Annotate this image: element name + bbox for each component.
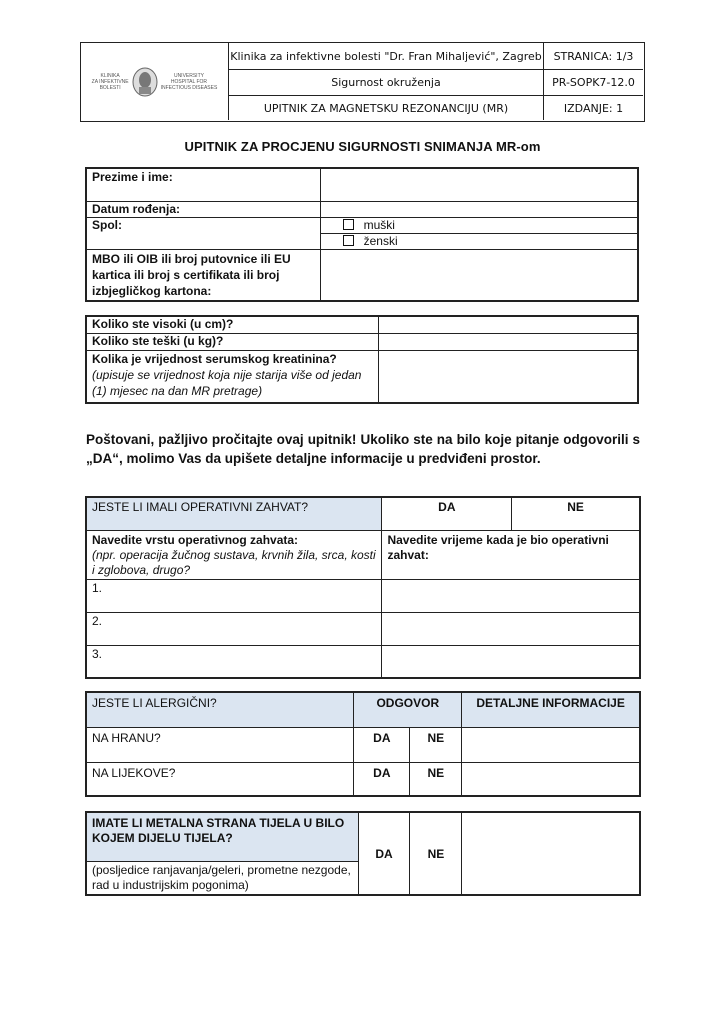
form-name: UPITNIK ZA MAGNETSKU REZONANCIJU (MR) xyxy=(229,96,544,120)
metal-objects-table xyxy=(86,812,640,895)
details-header: DETALJNE INFORMACIJE xyxy=(462,693,640,728)
metal-no-option[interactable]: NE xyxy=(410,813,462,895)
surgery-row-1-type[interactable] xyxy=(87,580,382,613)
surgery-question: JESTE LI IMALI OPERATIVNI ZAHVAT? xyxy=(87,498,382,531)
checkbox-icon[interactable] xyxy=(343,219,354,230)
id-field[interactable] xyxy=(320,250,637,301)
surgery-row-3-type[interactable] xyxy=(87,646,382,678)
metal-yes-option[interactable]: DA xyxy=(358,813,410,895)
allergy-drugs-details[interactable] xyxy=(462,763,640,796)
department-name: Sigurnost okruženja xyxy=(229,70,544,96)
surgery-type-header xyxy=(87,531,382,580)
surgery-time-label: Navedite vrijeme kada je bio operativni zahvat: xyxy=(382,531,640,580)
logo-line: INFECTIOUS DISEASES xyxy=(160,84,218,91)
sex-option-label: muški xyxy=(363,218,395,232)
row-number: 3. xyxy=(92,647,103,661)
creatinine-note: (upisuje se vrijednost koja nije starija više od jedan (1) mjesec na dan MR pretrage) xyxy=(92,368,362,398)
allergy-drugs-yes[interactable]: DA xyxy=(354,763,410,796)
allergy-food-label: NA HRANU? xyxy=(87,728,354,763)
metal-hint: (posljedice ranjavanja/geleri, prometne nezgode, rad u industrijskim pogonima) xyxy=(87,862,359,895)
personal-info-table xyxy=(86,168,638,301)
instructions-paragraph: Poštovani, pažljivo pročitajte ovaj upitnik! Ukoliko ste na bilo koje pitanje odgovorili s „DA“, molimo Vas da upišete detaljne informacije u predviđeni prostor. xyxy=(86,432,640,466)
row-number: 1. xyxy=(92,581,103,595)
surgery-row-2-type[interactable] xyxy=(87,613,382,646)
surgery-row-1-time[interactable] xyxy=(382,580,640,613)
edition-number: IZDANJE: 1 xyxy=(563,101,624,115)
metal-question: IMATE LI METALNA STRANA TIJELA U BILO KOJEM DIJELU TIJELA? xyxy=(87,813,359,862)
dob-field[interactable] xyxy=(320,202,637,218)
allergy-food-details[interactable] xyxy=(462,728,640,763)
sex-option-label: ženski xyxy=(363,234,398,248)
logo-right-text xyxy=(161,73,218,91)
sex-option-female[interactable] xyxy=(320,234,637,250)
institution-name: Klinika za infektivne bolesti "Dr. Fran Mihaljević", Zagreb xyxy=(229,43,544,70)
surgery-row-3-time[interactable] xyxy=(382,646,640,678)
surgery-table xyxy=(86,497,640,678)
id-label: MBO ili OIB ili broj putovnice ili EU kartica ili broj s certifikata ili broj izbjegličkog kartona: xyxy=(87,250,321,301)
name-label: Prezime i ime: xyxy=(87,169,321,202)
surgery-yes-option[interactable]: DA xyxy=(382,498,512,531)
creatinine-cell xyxy=(87,351,379,403)
document-header xyxy=(80,42,645,122)
portrait-medallion-icon xyxy=(132,67,158,97)
logo-line: UNIVERSITY xyxy=(173,72,204,79)
name-field[interactable] xyxy=(320,169,637,202)
answer-header: ODGOVOR xyxy=(354,693,462,728)
measurements-table xyxy=(86,316,638,403)
allergies-question: JESTE LI ALERGIČNI? xyxy=(87,693,354,728)
sex-option-male[interactable] xyxy=(320,218,637,234)
allergy-drugs-no[interactable]: NE xyxy=(410,763,462,796)
height-label: Koliko ste visoki (u cm)? xyxy=(87,317,379,334)
surgery-row-2-time[interactable] xyxy=(382,613,640,646)
allergy-food-no[interactable]: NE xyxy=(410,728,462,763)
allergy-drugs-label: NA LIJEKOVE? xyxy=(87,763,354,796)
sex-label: Spol: xyxy=(87,218,321,250)
weight-label: Koliko ste teški (u kg)? xyxy=(87,334,379,351)
height-field[interactable] xyxy=(378,317,637,334)
row-number: 2. xyxy=(92,614,103,628)
creatinine-label: Kolika je vrijednost serumskog kreatinina? xyxy=(92,352,337,366)
logo-line: BOLESTI xyxy=(99,84,121,91)
page-title: UPITNIK ZA PROCJENU SIGURNOSTI SNIMANJA MR-om xyxy=(184,139,541,154)
dob-label: Datum rođenja: xyxy=(87,202,321,218)
logo-line: ZA INFEKTIVNE xyxy=(91,78,129,85)
checkbox-icon[interactable] xyxy=(343,235,354,246)
logo-left-text xyxy=(92,73,129,91)
allergy-food-yes[interactable]: DA xyxy=(354,728,410,763)
metal-details-field[interactable] xyxy=(462,813,640,895)
page-number: STRANICA: 1/3 xyxy=(544,43,643,70)
logo-line: KLINIKA xyxy=(100,72,120,79)
hospital-logo xyxy=(81,43,229,120)
document-code: PR-SOPK7-12.0 xyxy=(544,70,643,96)
surgery-no-option[interactable]: NE xyxy=(512,498,640,531)
surgery-type-label: Navedite vrstu operativnog zahvata: xyxy=(92,533,299,547)
logo-line: HOSPITAL FOR xyxy=(170,78,208,85)
allergies-table xyxy=(86,692,640,796)
surgery-type-hint: (npr. operacija žučnog sustava, krvnih žila, srca, kosti i zglobova, drugo? xyxy=(92,548,376,577)
creatinine-field[interactable] xyxy=(378,351,637,403)
weight-field[interactable] xyxy=(378,334,637,351)
